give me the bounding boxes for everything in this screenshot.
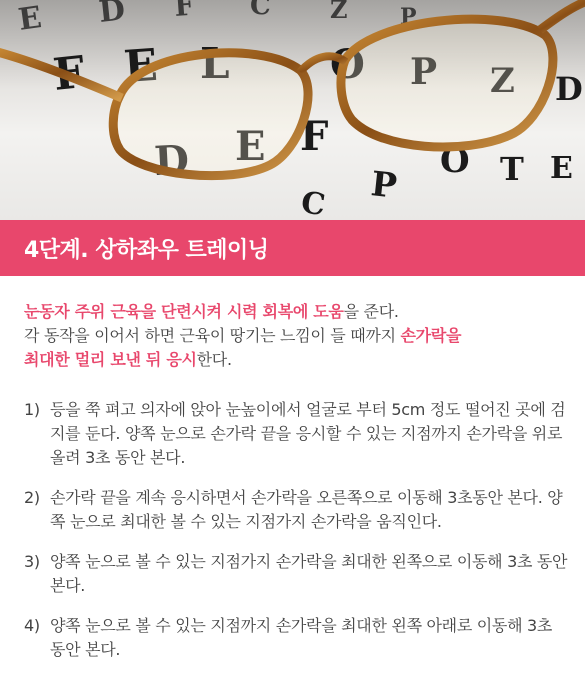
- steps-list: [24, 398, 569, 662]
- hero-image: [0, 0, 585, 222]
- intro-text: 을 준다.: [343, 302, 399, 321]
- eye-chart-glasses-illustration: [0, 0, 585, 222]
- step-item: [24, 398, 569, 470]
- step-text: 양쪽 눈으로 볼 수 있는 지점가지 손가락을 최대한 왼쪽으로 이동해 3초 동안 본다.: [50, 552, 568, 595]
- section-title-banner: [0, 220, 585, 276]
- step-item: [24, 614, 569, 662]
- intro-line-1: [24, 300, 564, 324]
- step-number: 2): [24, 488, 40, 507]
- step-text: 손가락 끝을 계속 응시하면서 손가락을 오른쪽으로 이동해 3초동안 본다. 양쪽 눈으로 최대한 볼 수 있는 지점가지 손가락을 움직인다.: [50, 488, 563, 531]
- intro-line-3: [24, 348, 564, 372]
- highlight-text: 최대한 멀리 보낸 뒤 응시: [24, 350, 197, 369]
- step-number: 4): [24, 616, 40, 635]
- highlight-text: 눈동자 주위 근육을 단련시켜 시력 회복에 도움: [24, 302, 344, 321]
- section-title: 4단계. 상하좌우 트레이닝: [24, 237, 269, 263]
- step-item: [24, 486, 569, 534]
- intro-text: 각 동작을 이어서 하면 근육이 땅기는 느낌이 들 때까지: [24, 326, 401, 345]
- step-text: 양쪽 눈으로 볼 수 있는 지점까지 손가락을 최대한 왼쪽 아래로 이동해 3초 동안 본다.: [50, 616, 553, 659]
- step-text: 등을 쭉 펴고 의자에 앉아 눈높이에서 얼굴로 부터 5cm 정도 떨어진 곳에 검지를 둔다. 양쪽 눈으로 손가락 끝을 응시할 수 있는 지점까지 손가락을 위로 올려 3초 동안 본다.: [50, 400, 566, 467]
- step-item: [24, 550, 569, 598]
- intro-paragraph: [24, 300, 564, 372]
- intro-line-2: [24, 324, 564, 348]
- step-number: 1): [24, 400, 40, 419]
- highlight-text: 손가락을: [400, 326, 462, 345]
- intro-text: 한다.: [196, 350, 232, 369]
- step-number: 3): [24, 552, 40, 571]
